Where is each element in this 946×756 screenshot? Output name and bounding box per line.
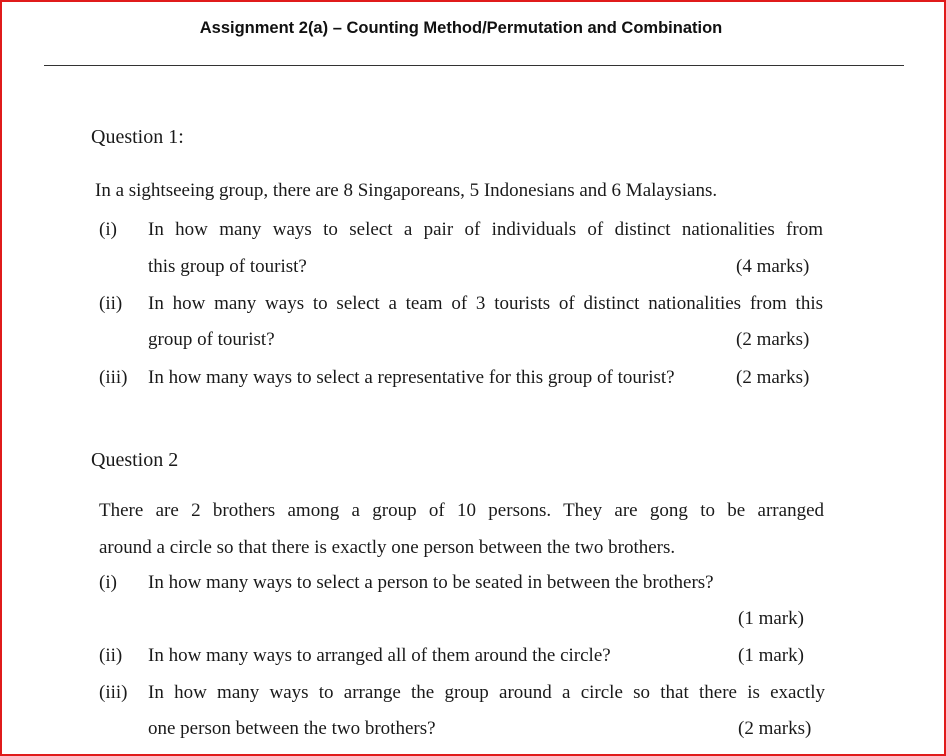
question-1-heading: Question 1: <box>91 126 184 148</box>
q1-part-3-number: (iii) <box>99 367 128 388</box>
q1-part-3-text: In how many ways to select a representative for this group of tourist? <box>148 367 675 388</box>
q1-part-2-marks: (2 marks) <box>736 329 810 350</box>
q2-part-3-marks: (2 marks) <box>738 718 812 739</box>
q2-part-2-marks: (1 mark) <box>738 645 804 666</box>
q1-part-2-text-cont: group of tourist? <box>148 329 275 350</box>
question-2-heading: Question 2 <box>91 449 179 471</box>
q2-part-1-marks: (1 mark) <box>738 608 804 629</box>
question-1-intro: In a sightseeing group, there are 8 Singaporeans, 5 Indonesians and 6 Malaysians. <box>95 180 718 201</box>
q2-part-2-text: In how many ways to arranged all of them around the circle? <box>148 645 611 666</box>
q1-part-1-text: In how many ways to select a pair of individuals of distinct nationalities from <box>148 219 823 240</box>
question-2-intro: There are 2 brothers among a group of 10 persons. They are gong to be arranged <box>99 500 824 521</box>
q2-part-3-number: (iii) <box>99 682 128 703</box>
q2-part-1-text: In how many ways to select a person to be seated in between the brothers? <box>148 572 714 593</box>
q2-part-3-text-cont: one person between the two brothers? <box>148 718 436 739</box>
q2-part-3-text: In how many ways to arrange the group around a circle so that there is exactly <box>148 682 825 703</box>
q2-part-1-number: (i) <box>99 572 117 593</box>
q1-part-3-marks: (2 marks) <box>736 367 810 388</box>
q2-part-2-number: (ii) <box>99 645 123 666</box>
q1-part-1-text-cont: this group of tourist? <box>148 256 307 277</box>
q1-part-1-number: (i) <box>99 219 117 240</box>
title-divider <box>44 65 904 66</box>
q1-part-2-text: In how many ways to select a team of 3 tourists of distinct nationalities from this <box>148 293 823 314</box>
q1-part-1-marks: (4 marks) <box>736 256 810 277</box>
q1-part-2-number: (ii) <box>99 293 123 314</box>
question-2-intro-cont: around a circle so that there is exactly one person between the two brothers. <box>99 537 676 558</box>
page-title: Assignment 2(a) – Counting Method/Permutation and Combination <box>199 19 723 37</box>
